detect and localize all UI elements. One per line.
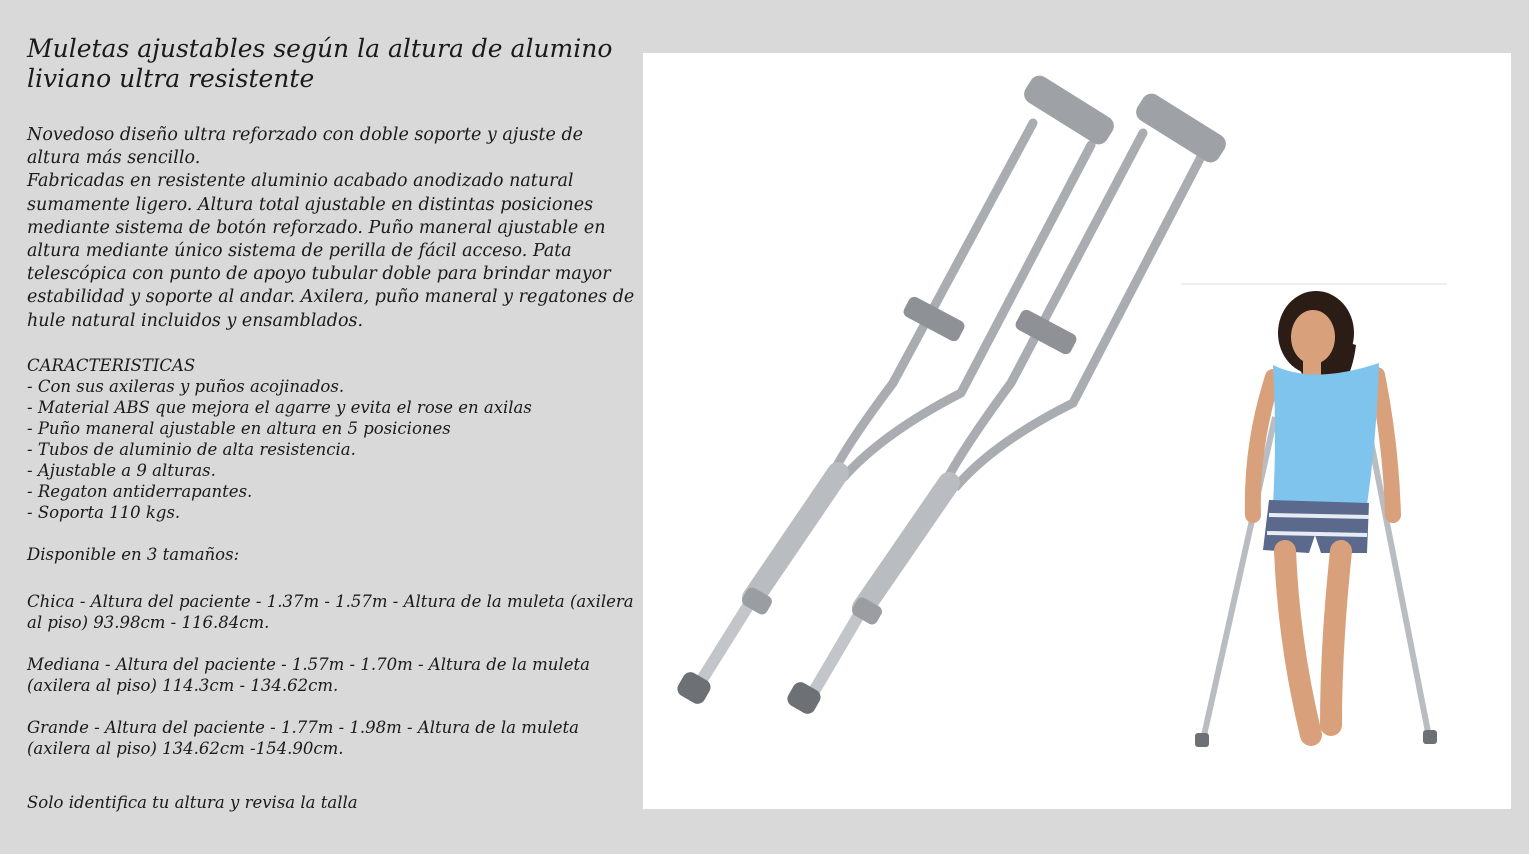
features-heading: CARACTERISTICAS <box>27 355 196 375</box>
feature-item: - Regaton antiderrapantes. <box>27 481 253 501</box>
size-chica: Chica - Altura del paciente - 1.37m - 1.57m - Altura de la muleta (axilera al piso) 93.98cm - 116.84cm. <box>27 591 634 632</box>
woman-with-crutches-illustration <box>1181 285 1447 779</box>
closing-note: Solo identifica tu altura y revisa la talla <box>27 792 358 812</box>
description-paragraph: Novedoso diseño ultra reforzado con doble soporte y ajuste de altura más sencillo. <box>27 125 584 169</box>
feature-item: - Soporta 110 kgs. <box>27 502 181 522</box>
feature-item: - Material ABS que mejora el agarre y evita el rose en axilas <box>27 397 532 417</box>
description-paragraph: Fabricadas en resistente aluminio acabado anodizado natural sumamente ligero. Altura total ajustable en distintas posiciones mediante sistema de botón reforzado. Puño maneral ajustable en altura mediante único sistema de perilla de fácil acceso. Pata telescópica con punto de apoyo tubular doble para brindar mayor estabilidad y soporte al andar. Axilera, puño maneral y regatones de hule natural incluidos y ensamblados. <box>27 171 635 331</box>
product-text <box>27 34 639 813</box>
product-title: Muletas ajustables según la altura de alumino liviano ultra resistente <box>27 34 613 93</box>
feature-item: - Puño maneral ajustable en altura en 5 posiciones <box>27 418 451 438</box>
available-sizes-heading: Disponible en 3 tamaños: <box>27 544 240 564</box>
feature-list <box>27 376 639 523</box>
feature-item: - Con sus axileras y puños acojinados. <box>27 376 345 396</box>
feature-item: - Tubos de aluminio de alta resistencia. <box>27 439 356 459</box>
size-grande: Grande - Altura del paciente - 1.77m - 1.98m - Altura de la muleta (axilera al piso) 134.62cm -154.90cm. <box>27 717 579 758</box>
product-image-panel <box>643 53 1511 809</box>
feature-item: - Ajustable a 9 alturas. <box>27 460 216 480</box>
patient-photo <box>1181 283 1447 779</box>
size-mediana: Mediana - Altura del paciente - 1.57m - 1.70m - Altura de la muleta (axilera al piso) 114.3cm - 134.62cm. <box>27 654 590 695</box>
product-description <box>27 124 639 333</box>
crutch-right <box>785 90 1230 717</box>
crutch-left <box>675 72 1118 707</box>
